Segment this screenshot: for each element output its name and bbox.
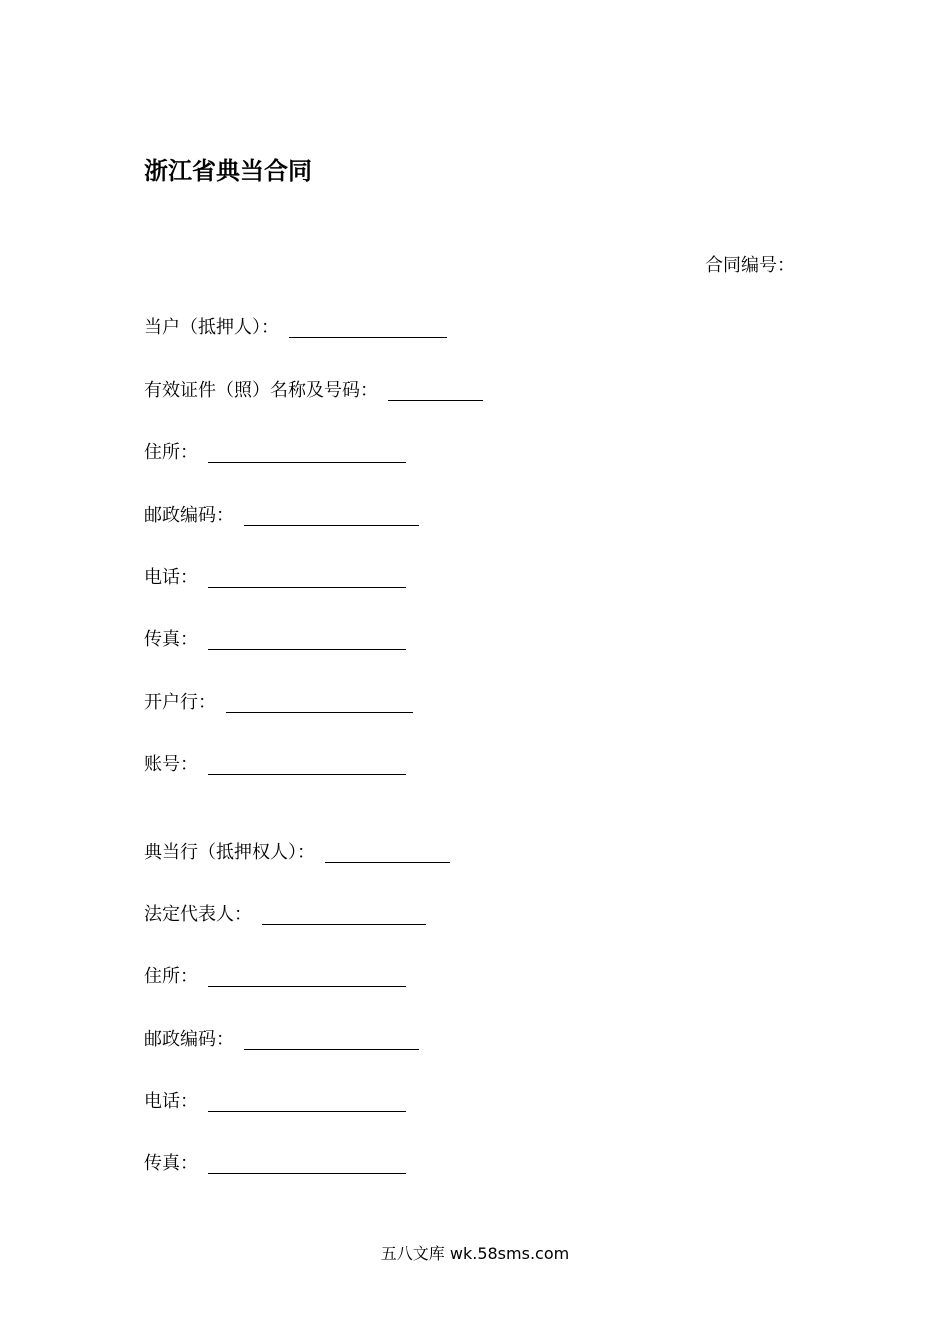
pawner-fax-field: [144, 627, 406, 653]
pawnshop-name-field: [144, 840, 450, 866]
pawnshop-legal-rep-label: 法定代表人：: [144, 904, 252, 925]
pawner-account-label: 账号：: [144, 754, 198, 775]
pawnshop-postcode-label: 邮政编码：: [144, 1029, 234, 1050]
pawnshop-name-label: 典当行（抵押权人）：: [144, 842, 315, 863]
pawner-postcode-label: 邮政编码：: [144, 505, 234, 526]
pawner-account-blank[interactable]: [208, 754, 406, 775]
pawner-bank-blank[interactable]: [226, 692, 413, 713]
pawnshop-address-label: 住所：: [144, 966, 198, 987]
contract-number-label: 合同编号：: [705, 255, 795, 276]
pawner-id-label: 有效证件（照）名称及号码：: [144, 380, 378, 401]
pawner-account-field: [144, 752, 406, 778]
pawnshop-phone-label: 电话：: [144, 1091, 198, 1112]
pawnshop-address-field: [144, 964, 406, 990]
pawner-bank-field: [144, 690, 413, 716]
pawner-address-blank[interactable]: [208, 442, 406, 463]
pawnshop-name-blank[interactable]: [325, 842, 450, 863]
pawnshop-address-blank[interactable]: [208, 966, 406, 987]
pawnshop-postcode-field: [144, 1027, 419, 1053]
pawnshop-postcode-blank[interactable]: [244, 1029, 419, 1050]
pawnshop-legal-rep-field: [144, 902, 426, 928]
pawner-phone-field: [144, 565, 406, 591]
pawner-postcode-blank[interactable]: [244, 505, 419, 526]
pawner-id-blank[interactable]: [388, 380, 483, 401]
pawner-phone-blank[interactable]: [208, 567, 406, 588]
pawner-name-blank[interactable]: [289, 317, 447, 338]
pawnshop-fax-field: [144, 1151, 406, 1177]
pawner-bank-label: 开户行：: [144, 692, 216, 713]
pawner-address-field: [144, 440, 406, 466]
pawner-address-label: 住所：: [144, 442, 198, 463]
pawnshop-fax-label: 传真：: [144, 1153, 198, 1174]
page-footer-watermark: 五八文库 wk.58sms.com: [380, 1244, 570, 1263]
pawnshop-fax-blank[interactable]: [208, 1153, 406, 1174]
pawner-name-label: 当户（抵押人）：: [144, 317, 279, 338]
pawner-id-field: [144, 378, 483, 404]
pawnshop-phone-field: [144, 1089, 406, 1115]
pawner-name-field: [144, 315, 447, 341]
pawner-fax-blank[interactable]: [208, 629, 406, 650]
pawnshop-legal-rep-blank[interactable]: [262, 904, 426, 925]
pawnshop-phone-blank[interactable]: [208, 1091, 406, 1112]
pawner-phone-label: 电话：: [144, 567, 198, 588]
pawner-postcode-field: [144, 503, 419, 529]
document-title: 浙江省典当合同: [144, 157, 312, 185]
pawner-fax-label: 传真：: [144, 629, 198, 650]
